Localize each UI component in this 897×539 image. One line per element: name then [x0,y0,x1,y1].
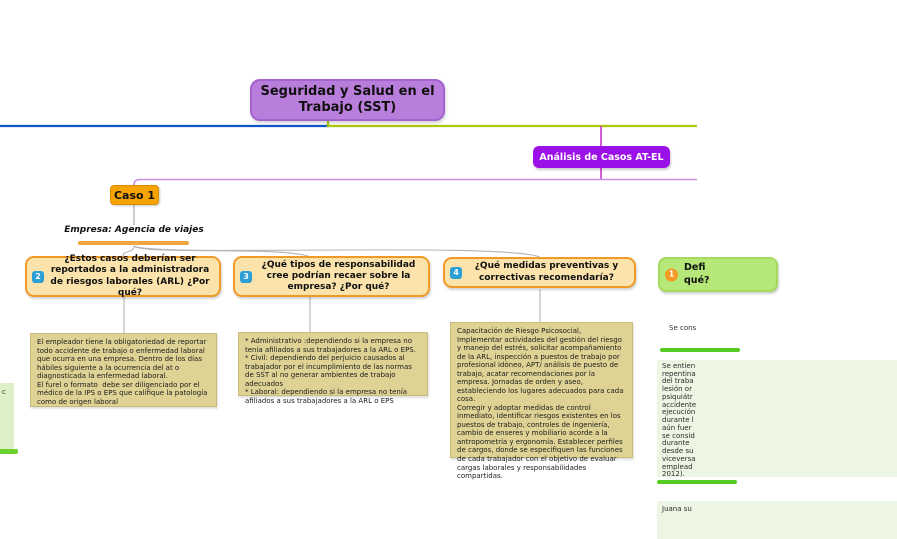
question-1-node-clipped[interactable] [658,257,778,292]
priority-2-icon: 2 [32,271,44,283]
connector-violet-horizontal [134,180,697,187]
root-topic[interactable] [250,79,445,121]
left-text-fragment: c [2,388,6,396]
analysis-topic-label: Análisis de Casos AT-EL [539,151,664,163]
priority-1-icon: 1 [665,268,678,281]
priority-3-icon: 3 [240,271,252,283]
left-note-green-divider [0,449,18,454]
empresa-underline [78,241,189,245]
question-3-label: ¿Qué tipos de responsabilidad cree podrían recaer sobre la empresa? ¿Por qué? [261,259,416,293]
priority-4-icon: 4 [450,267,462,279]
right-column-green-divider-bottom [657,480,737,484]
question-2-label: ¿Estos casos deberían ser reportados a la administradora de riesgos laborales (ARL) ¿Por qué? [50,254,210,298]
question-4-node[interactable] [443,257,636,288]
empresa-label[interactable]: Empresa: Agencia de viajes [64,225,204,235]
question-4-label: ¿Qué medidas preventivas y correctivas recomendaría? [474,261,619,283]
bottom-note-clipped[interactable]: Juana su [657,501,897,539]
right-column-text-fragment: Se cons [669,324,697,332]
question-3-node[interactable] [233,256,430,297]
right-column-green-divider-top [660,348,740,352]
question-1-label-fragment: Defi qué? [684,262,710,286]
caso1-label: Caso 1 [113,188,156,202]
answer-note-q2[interactable]: El empleador tiene la obligatoriedad de reportar todo accidente de trabajo o enfermedad laboral que ocurra en una empresa. Dentro de los días hábiles siguiente a la ocurrencia del at o diagnosticada la enfermedad laboral. El furel o formato debe ser diligenciado por el médico de la IPS o EPS que califique la patología como de origen laboral [30,333,217,407]
answer-note-q3[interactable]: * Administrativo :dependiendo si la empresa no tenía afiliados a sus trabajadores a la ARL o EPS. * Civil: dependiendo del perjuicio causados al trabajador por el incumplimiento de las normas de SST al no generar ambientes de trabajo adecuados * Laboral: dependiendo si la empresa no tenía afiliados a sus trabajadores a la ARL o EPS [238,332,428,396]
question-2-node[interactable] [25,256,221,297]
definition-note-clipped[interactable]: Se entien repentina del traba lesión or psiquiátr accidente ejecución durante l aún fuer se consid durante desde su viceversa emplead 2012). [657,360,897,477]
root-topic-label: Seguridad y Salud en el Trabajo (SST) [260,84,435,115]
analysis-topic[interactable] [533,146,670,168]
caso1-topic[interactable] [110,185,159,205]
answer-note-q4[interactable]: Capacitación de Riesgo Psicosocial, Implementar actividades del gestión del riesgo y manejo del estrés, solicitar acompañamiento de la ARL, inspección a puestos de trabajo por profesional idóneo, APT/ análisis de puesto de trabajo, acatar recomendaciones por la empresa. Jornadas de orden y aseo, estableciendo los lugares adecuados para cada cosa. Corregir y adoptar medidas de control inmediato, identificar riesgos existentes en los puestos de trabajo, controles de ingeniería, cambio de enseres y mobiliario acorde a la antropometría y ergonomía. Establecer perfiles de cargos, donde se especifiquen las funciones de cada trabajador con el objetivo de evaluar cargas laborales y responsabilidades compartidas. [450,322,633,458]
